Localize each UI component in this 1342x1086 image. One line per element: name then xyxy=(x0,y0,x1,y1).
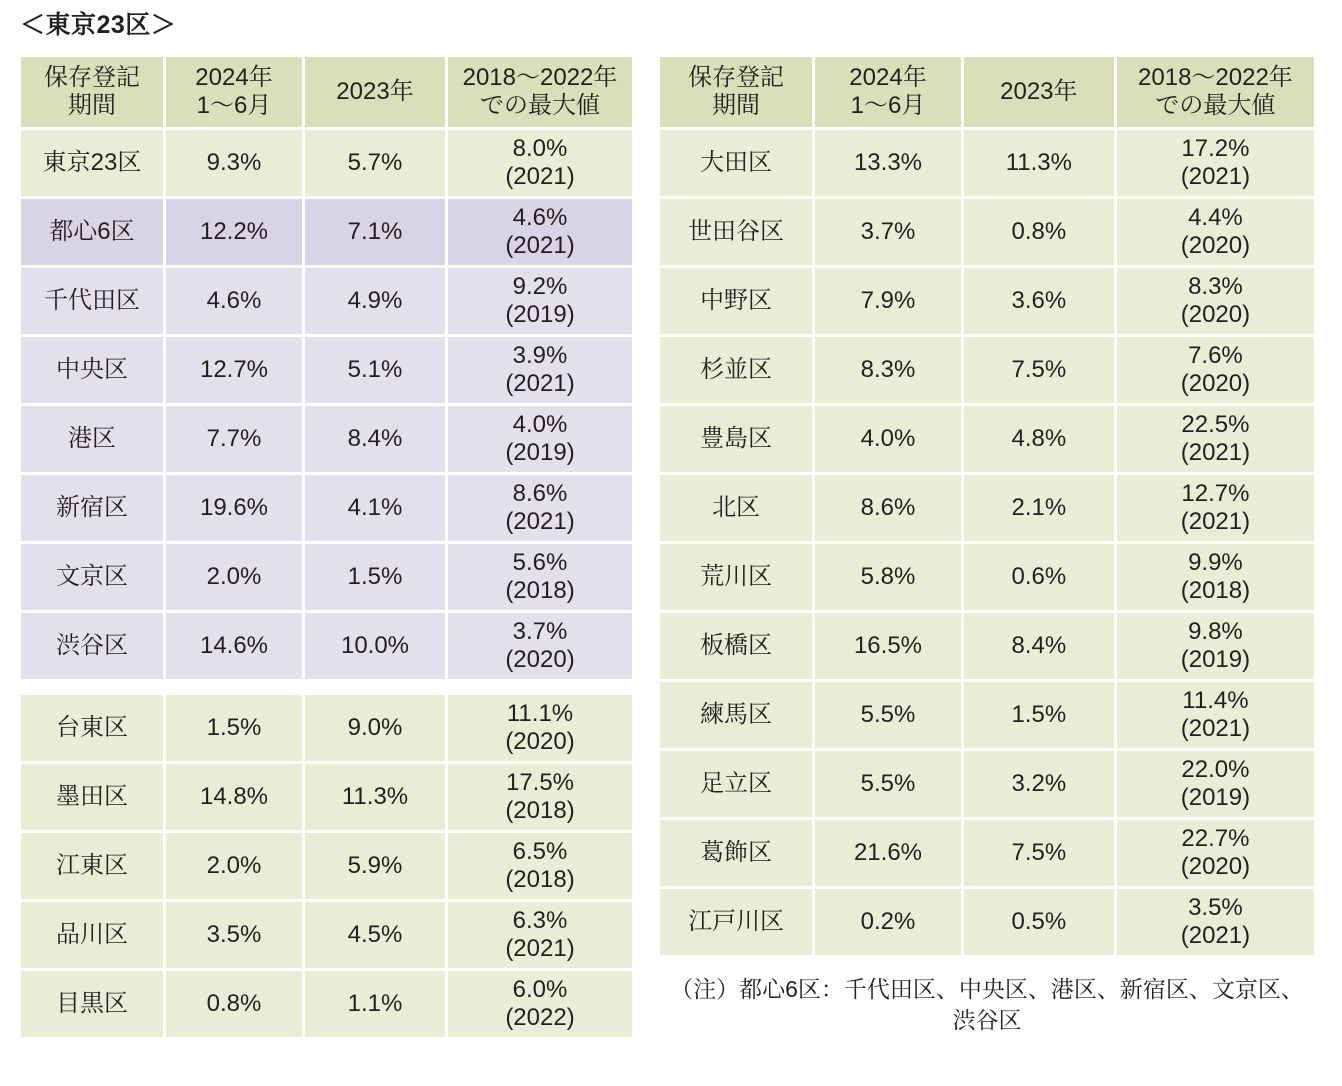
cell-max-year: (2021) xyxy=(1180,922,1251,949)
table-row xyxy=(660,475,1314,541)
table-left xyxy=(18,54,635,1040)
row-label: 目黒区 xyxy=(21,971,163,1037)
cell-2024: 8.6% xyxy=(815,475,961,541)
footnote-line2: 渋谷区 xyxy=(952,1007,1022,1034)
cell-2024: 0.2% xyxy=(815,889,961,955)
row-label: 北区 xyxy=(660,475,812,541)
cell-2023: 9.0% xyxy=(305,695,445,761)
table-row xyxy=(660,820,1314,886)
page-title: ＜東京23区＞ xyxy=(20,11,177,39)
cell-max-value: 17.2% xyxy=(1181,134,1250,162)
cell-2024: 21.6% xyxy=(815,820,961,886)
cell-max-year: (2021) xyxy=(1180,163,1251,190)
cell-2023: 5.1% xyxy=(305,337,445,403)
table-right xyxy=(657,54,1317,958)
header-2024-line1: 2024年 xyxy=(195,63,273,91)
header-2023: 2023年 xyxy=(305,57,445,127)
cell-2024: 12.7% xyxy=(166,337,302,403)
cell-2023: 5.9% xyxy=(305,833,445,899)
cell-max-year: (2020) xyxy=(1180,232,1251,259)
cell-2023: 10.0% xyxy=(305,613,445,679)
cell-2024: 5.5% xyxy=(815,682,961,748)
row-label: 世田谷区 xyxy=(660,199,812,265)
cell-max-year: (2022) xyxy=(505,1004,575,1031)
cell-max-value: 6.5% xyxy=(512,837,568,865)
table-row xyxy=(21,971,632,1037)
table-row xyxy=(660,889,1314,955)
cell-max xyxy=(1117,337,1314,403)
header-2024-line2: 1〜6月 xyxy=(196,92,272,119)
cell-max-value: 12.7% xyxy=(1181,479,1250,507)
cell-max-year: (2020) xyxy=(1180,301,1251,328)
cell-2024: 3.7% xyxy=(815,199,961,265)
cell-max xyxy=(448,613,632,679)
cell-max xyxy=(448,544,632,610)
row-label: 板橋区 xyxy=(660,613,812,679)
cell-2024: 14.6% xyxy=(166,613,302,679)
cell-2023: 1.5% xyxy=(964,682,1114,748)
cell-max-value: 5.6% xyxy=(512,548,568,576)
cell-max-value: 4.6% xyxy=(512,203,568,231)
table-right-body xyxy=(660,130,1314,955)
cell-max-value: 6.0% xyxy=(512,975,568,1003)
header-2024 xyxy=(166,57,302,127)
header-period-line1: 保存登記 xyxy=(688,63,785,91)
table-row xyxy=(660,268,1314,334)
row-label: 豊島区 xyxy=(660,406,812,472)
header-max xyxy=(1117,57,1314,127)
cell-max-year: (2018) xyxy=(505,577,575,604)
cell-max xyxy=(1117,406,1314,472)
cell-max-year: (2021) xyxy=(505,508,575,535)
cell-max-value: 6.3% xyxy=(512,906,568,934)
row-label: 足立区 xyxy=(660,751,812,817)
table-row xyxy=(21,337,632,403)
cell-2024: 4.6% xyxy=(166,268,302,334)
cell-2023: 11.3% xyxy=(964,130,1114,196)
cell-2023: 4.9% xyxy=(305,268,445,334)
cell-2024: 19.6% xyxy=(166,475,302,541)
cell-max-year: (2019) xyxy=(505,439,575,466)
cell-max xyxy=(1117,268,1314,334)
cell-2024: 0.8% xyxy=(166,971,302,1037)
table-row xyxy=(660,130,1314,196)
cell-max-year: (2018) xyxy=(505,797,575,824)
header-2023: 2023年 xyxy=(964,57,1114,127)
row-label: 台東区 xyxy=(21,695,163,761)
cell-2023: 3.6% xyxy=(964,268,1114,334)
cell-2023: 1.1% xyxy=(305,971,445,1037)
table-row xyxy=(660,682,1314,748)
cell-2023: 0.5% xyxy=(964,889,1114,955)
cell-max-value: 8.6% xyxy=(512,479,568,507)
header-2024-line2: 1〜6月 xyxy=(850,92,926,119)
cell-2024: 1.5% xyxy=(166,695,302,761)
cell-max xyxy=(448,971,632,1037)
row-label: 中央区 xyxy=(21,337,163,403)
tables-container xyxy=(18,54,1342,1040)
cell-max-year: (2021) xyxy=(1180,508,1251,535)
cell-2023: 7.5% xyxy=(964,820,1114,886)
header-max-line2: での最大値 xyxy=(480,92,600,119)
row-label: 都心6区 xyxy=(21,199,163,265)
header-max-line1: 2018〜2022年 xyxy=(462,63,618,91)
table-row xyxy=(660,544,1314,610)
cell-2023: 2.1% xyxy=(964,475,1114,541)
cell-max-value: 9.2% xyxy=(512,272,568,300)
footnote-line1: （注）都心6区：千代田区、中央区、港区、新宿区、文京区、 xyxy=(670,976,1304,1002)
cell-max xyxy=(448,833,632,899)
cell-max-year: (2021) xyxy=(505,163,575,190)
cell-2023: 7.5% xyxy=(964,337,1114,403)
table-row xyxy=(21,268,632,334)
header-period-line2: 期間 xyxy=(712,92,761,119)
row-label: 港区 xyxy=(21,406,163,472)
cell-2024: 2.0% xyxy=(166,833,302,899)
cell-2024: 7.9% xyxy=(815,268,961,334)
cell-max xyxy=(1117,889,1314,955)
cell-max-year: (2018) xyxy=(505,866,575,893)
cell-max-value: 11.4% xyxy=(1182,686,1249,714)
row-label: 新宿区 xyxy=(21,475,163,541)
row-label: 文京区 xyxy=(21,544,163,610)
table-row xyxy=(660,337,1314,403)
header-period xyxy=(21,57,163,127)
table-row xyxy=(21,544,632,610)
cell-max-year: (2021) xyxy=(1180,439,1251,466)
cell-max xyxy=(1117,544,1314,610)
group-separator xyxy=(21,682,632,692)
cell-max-value: 3.7% xyxy=(512,617,568,645)
row-label: 荒川区 xyxy=(660,544,812,610)
cell-max-value: 22.0% xyxy=(1181,755,1250,783)
table-left-header xyxy=(21,57,632,127)
separator-cell xyxy=(21,682,163,692)
cell-2024: 3.5% xyxy=(166,902,302,968)
header-period-line2: 期間 xyxy=(68,92,116,119)
cell-max xyxy=(448,475,632,541)
header-max xyxy=(448,57,632,127)
row-label: 品川区 xyxy=(21,902,163,968)
row-label: 練馬区 xyxy=(660,682,812,748)
cell-max-year: (2021) xyxy=(1180,715,1251,742)
cell-max xyxy=(448,130,632,196)
cell-max xyxy=(1117,199,1314,265)
cell-2024: 2.0% xyxy=(166,544,302,610)
cell-max-value: 4.4% xyxy=(1188,203,1243,231)
row-label: 江戸川区 xyxy=(660,889,812,955)
cell-max-value: 9.8% xyxy=(1188,617,1243,645)
cell-max xyxy=(1117,682,1314,748)
table-row xyxy=(21,406,632,472)
cell-max xyxy=(1117,751,1314,817)
table-row xyxy=(21,833,632,899)
cell-max xyxy=(448,695,632,761)
cell-2024: 12.2% xyxy=(166,199,302,265)
cell-max-year: (2019) xyxy=(1180,784,1251,811)
cell-2024: 5.5% xyxy=(815,751,961,817)
row-label: 東京23区 xyxy=(21,130,163,196)
separator-cell xyxy=(305,682,445,692)
cell-max-value: 4.0% xyxy=(512,410,568,438)
table-row xyxy=(660,406,1314,472)
cell-max-year: (2021) xyxy=(505,935,575,962)
cell-max-value: 3.9% xyxy=(512,341,568,369)
row-label: 大田区 xyxy=(660,130,812,196)
table-row xyxy=(21,199,632,265)
header-row xyxy=(21,57,632,127)
header-2024-line1: 2024年 xyxy=(849,63,927,91)
cell-2023: 0.8% xyxy=(964,199,1114,265)
header-max-line2: での最大値 xyxy=(1155,92,1276,119)
row-label: 葛飾区 xyxy=(660,820,812,886)
cell-max-value: 3.5% xyxy=(1188,893,1243,921)
cell-2024: 5.8% xyxy=(815,544,961,610)
cell-2023: 7.1% xyxy=(305,199,445,265)
row-label: 墨田区 xyxy=(21,764,163,830)
separator-cell xyxy=(166,682,302,692)
cell-max-value: 22.5% xyxy=(1181,410,1250,438)
separator-cell xyxy=(448,682,632,692)
header-period xyxy=(660,57,812,127)
cell-max xyxy=(1117,130,1314,196)
cell-max-year: (2020) xyxy=(505,728,575,755)
cell-max-year: (2021) xyxy=(505,232,575,259)
cell-2024: 14.8% xyxy=(166,764,302,830)
table-row xyxy=(21,475,632,541)
row-label: 千代田区 xyxy=(21,268,163,334)
row-label: 杉並区 xyxy=(660,337,812,403)
row-label: 中野区 xyxy=(660,268,812,334)
cell-2024: 9.3% xyxy=(166,130,302,196)
cell-max-year: (2019) xyxy=(1180,646,1251,673)
cell-max-value: 22.7% xyxy=(1181,824,1250,852)
cell-2024: 7.7% xyxy=(166,406,302,472)
header-period-line1: 保存登記 xyxy=(44,63,140,91)
cell-2024: 8.3% xyxy=(815,337,961,403)
cell-max xyxy=(448,764,632,830)
cell-2023: 8.4% xyxy=(964,613,1114,679)
cell-max xyxy=(448,268,632,334)
table-row xyxy=(660,199,1314,265)
cell-2023: 11.3% xyxy=(305,764,445,830)
header-row xyxy=(660,57,1314,127)
cell-max xyxy=(448,199,632,265)
cell-max xyxy=(448,902,632,968)
table-row xyxy=(660,613,1314,679)
cell-max-value: 8.0% xyxy=(512,134,568,162)
table-row xyxy=(21,130,632,196)
cell-max-value: 17.5% xyxy=(505,768,575,796)
header-2024 xyxy=(815,57,961,127)
header-max-line1: 2018〜2022年 xyxy=(1138,63,1293,91)
right-column xyxy=(657,54,1317,1036)
table-row xyxy=(21,902,632,968)
table-row xyxy=(21,764,632,830)
cell-max-year: (2020) xyxy=(1180,853,1251,880)
cell-max-value: 8.3% xyxy=(1188,272,1243,300)
table-row xyxy=(660,751,1314,817)
cell-max-year: (2021) xyxy=(505,370,575,397)
cell-max-year: (2018) xyxy=(1180,577,1251,604)
cell-2024: 4.0% xyxy=(815,406,961,472)
row-label: 渋谷区 xyxy=(21,613,163,679)
cell-max-year: (2020) xyxy=(505,646,575,673)
cell-2023: 0.6% xyxy=(964,544,1114,610)
table-right-header xyxy=(660,57,1314,127)
table-row xyxy=(21,613,632,679)
cell-2023: 1.5% xyxy=(305,544,445,610)
cell-max-value: 7.6% xyxy=(1188,341,1243,369)
cell-max-value: 9.9% xyxy=(1188,548,1243,576)
cell-2024: 16.5% xyxy=(815,613,961,679)
cell-2023: 4.5% xyxy=(305,902,445,968)
cell-max-value: 11.1% xyxy=(506,699,574,727)
cell-2023: 8.4% xyxy=(305,406,445,472)
cell-max xyxy=(448,337,632,403)
cell-max-year: (2020) xyxy=(1180,370,1251,397)
cell-max xyxy=(1117,475,1314,541)
cell-max xyxy=(1117,820,1314,886)
cell-2024: 13.3% xyxy=(815,130,961,196)
table-row xyxy=(21,695,632,761)
cell-2023: 5.7% xyxy=(305,130,445,196)
cell-2023: 4.8% xyxy=(964,406,1114,472)
cell-2023: 4.1% xyxy=(305,475,445,541)
cell-max xyxy=(448,406,632,472)
cell-2023: 3.2% xyxy=(964,751,1114,817)
footnote xyxy=(657,974,1317,1036)
cell-max-year: (2019) xyxy=(505,301,575,328)
table-left-body xyxy=(21,130,632,1037)
cell-max xyxy=(1117,613,1314,679)
row-label: 江東区 xyxy=(21,833,163,899)
